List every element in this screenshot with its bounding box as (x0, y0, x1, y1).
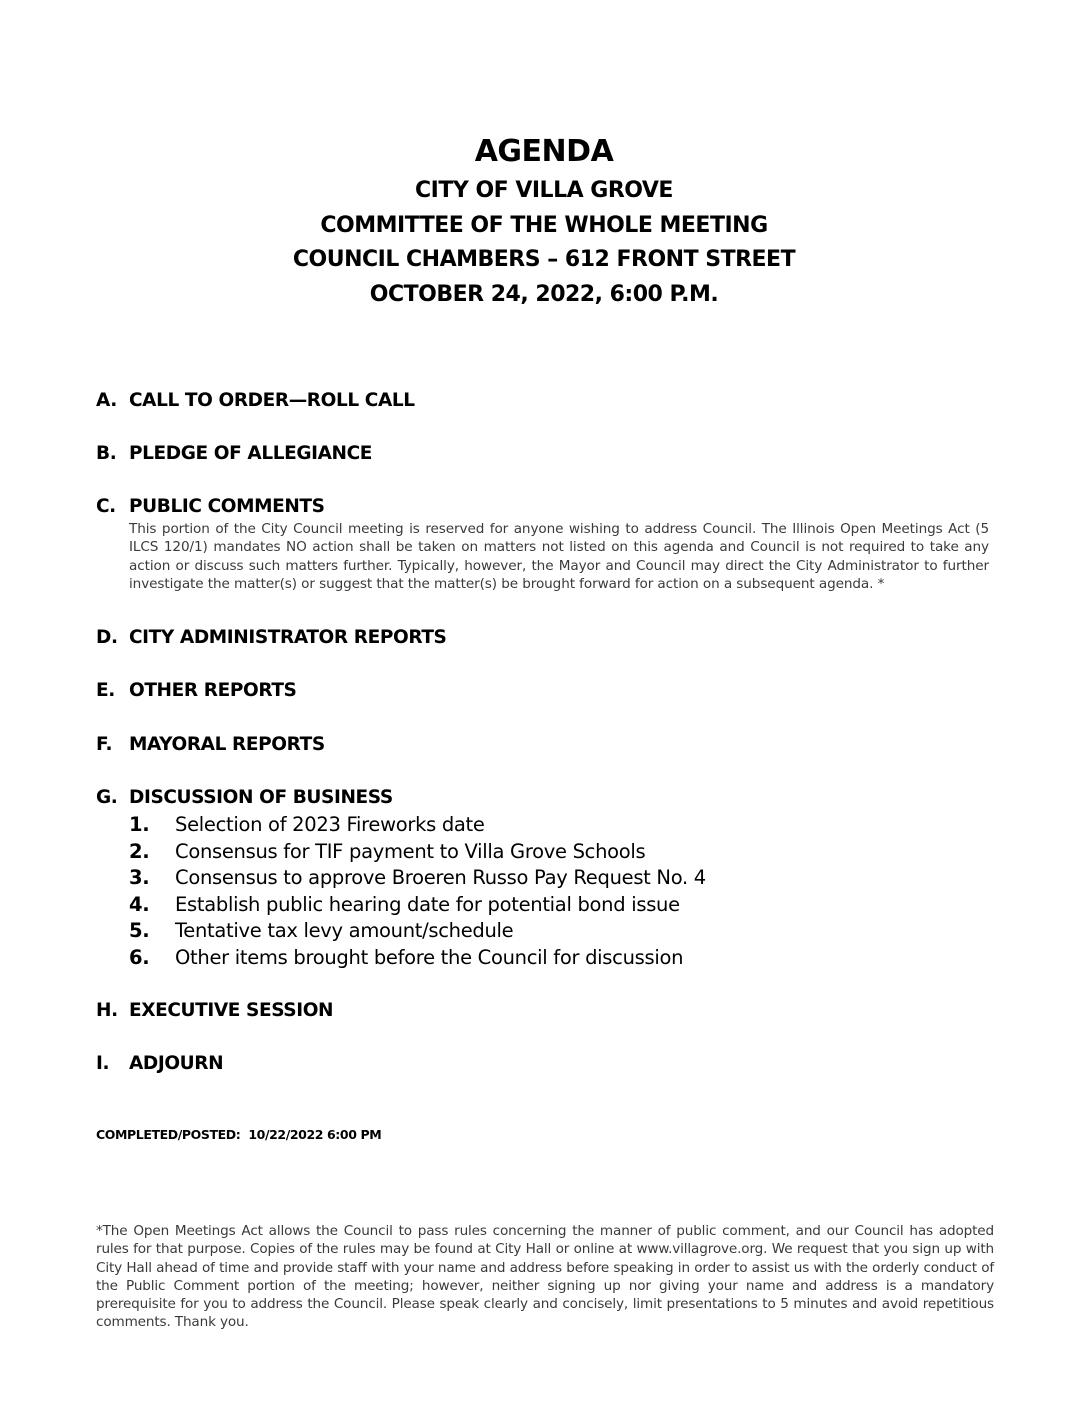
item-letter: D. (96, 627, 118, 648)
agenda-item-other-reports (96, 678, 996, 732)
sub-item-text: Other items brought before the Council for discussion (175, 945, 684, 969)
meeting-name: COMMITTEE OF THE WHOLE MEETING (320, 212, 768, 238)
agenda-item-adjourn (96, 1051, 996, 1081)
item-letter: E. (96, 680, 115, 701)
item-label: MAYORAL REPORTS (129, 734, 325, 755)
agenda-item-mayoral-reports (96, 732, 996, 785)
sub-item-text: Establish public hearing date for potential bond issue (175, 892, 680, 916)
list-item (129, 865, 996, 892)
list-item (129, 918, 996, 945)
sub-item-number: 1. (129, 813, 150, 836)
sub-item-number: 3. (129, 866, 150, 889)
sub-item-number: 6. (129, 945, 150, 969)
agenda-header (0, 130, 1088, 312)
meeting-datetime: OCTOBER 24, 2022, 6:00 P.M. (369, 281, 719, 307)
posted-stamp (96, 1127, 381, 1142)
sub-item-number: 2. (129, 839, 150, 863)
item-letter: B. (96, 443, 117, 464)
city-name: CITY OF VILLA GROVE (415, 178, 673, 203)
sub-item-number: 4. (129, 892, 150, 916)
item-label: CALL TO ORDER—ROLL CALL (129, 390, 415, 411)
public-comments-description: This portion of the City Council meeting is reserved for anyone wishing to address Council. The Illinois Open Meetings Act (5 ILCS 120/1) mandates NO action shall be taken on matters not listed on this agenda and Council is not required to take any action or discuss such matters further. Typically, however, the Mayor and Council may direct the City Administrator to further investigate the matter(s) or suggest that the matter(s) be brought forward for action on a subsequent agenda. * (129, 521, 989, 592)
item-letter: I. (96, 1053, 110, 1074)
sub-item-number: 5. (129, 919, 150, 942)
page-title: AGENDA (474, 134, 614, 169)
list-item (129, 839, 996, 866)
agenda-list (96, 388, 996, 1081)
list-item (129, 812, 996, 839)
sub-item-text: Selection of 2023 Fireworks date (175, 813, 485, 836)
item-label: CITY ADMINISTRATOR REPORTS (129, 627, 447, 648)
item-label: PUBLIC COMMENTS (129, 496, 325, 517)
item-label: DISCUSSION OF BUSINESS (129, 787, 393, 808)
sub-item-text: Tentative tax levy amount/schedule (175, 919, 514, 942)
agenda-item-city-administrator-reports (96, 625, 996, 678)
agenda-item-call-to-order (96, 388, 996, 441)
agenda-item-public-comments (96, 494, 996, 625)
agenda-item-pledge (96, 441, 996, 494)
item-letter: H. (96, 1000, 118, 1021)
item-label: PLEDGE OF ALLEGIANCE (129, 443, 373, 464)
item-label: OTHER REPORTS (129, 680, 297, 701)
meeting-location: COUNCIL CHAMBERS – 612 FRONT STREET (292, 247, 796, 272)
list-item (129, 892, 996, 919)
business-sub-list (129, 812, 996, 971)
item-label: EXECUTIVE SESSION (129, 1000, 334, 1021)
posted-value: 10/22/2022 6:00 PM (248, 1127, 382, 1142)
agenda-item-discussion-of-business (96, 785, 996, 998)
list-item (129, 945, 996, 972)
open-meetings-footnote: *The Open Meetings Act allows the Council to pass rules concerning the manner of public comment, and our Council has adopted rules for that purpose. Copies of the rules may be found at City Hall or online at www.villagrove.org. We request that you sign up with City Hall ahead of time and provide staff with your name and address before speaking in order to assist us with the orderly conduct of the Public Comment portion of the meeting; however, neither signing up nor giving your name and address is a mandatory prerequisite for you to address the Council. Please speak clearly and concisely, limit presentations to 5 minutes and avoid repetitious comments. Thank you. (96, 1223, 994, 1331)
sub-item-text: Consensus to approve Broeren Russo Pay Request No. 4 (175, 866, 706, 889)
posted-label: COMPLETED/POSTED: (96, 1127, 241, 1142)
agenda-item-executive-session (96, 998, 996, 1051)
sub-item-text: Consensus for TIF payment to Villa Grove Schools (175, 839, 646, 863)
item-letter: G. (96, 787, 118, 808)
item-label: ADJOURN (129, 1053, 224, 1074)
item-letter: F. (96, 734, 113, 755)
item-letter: A. (96, 390, 117, 411)
item-letter: C. (96, 496, 116, 517)
